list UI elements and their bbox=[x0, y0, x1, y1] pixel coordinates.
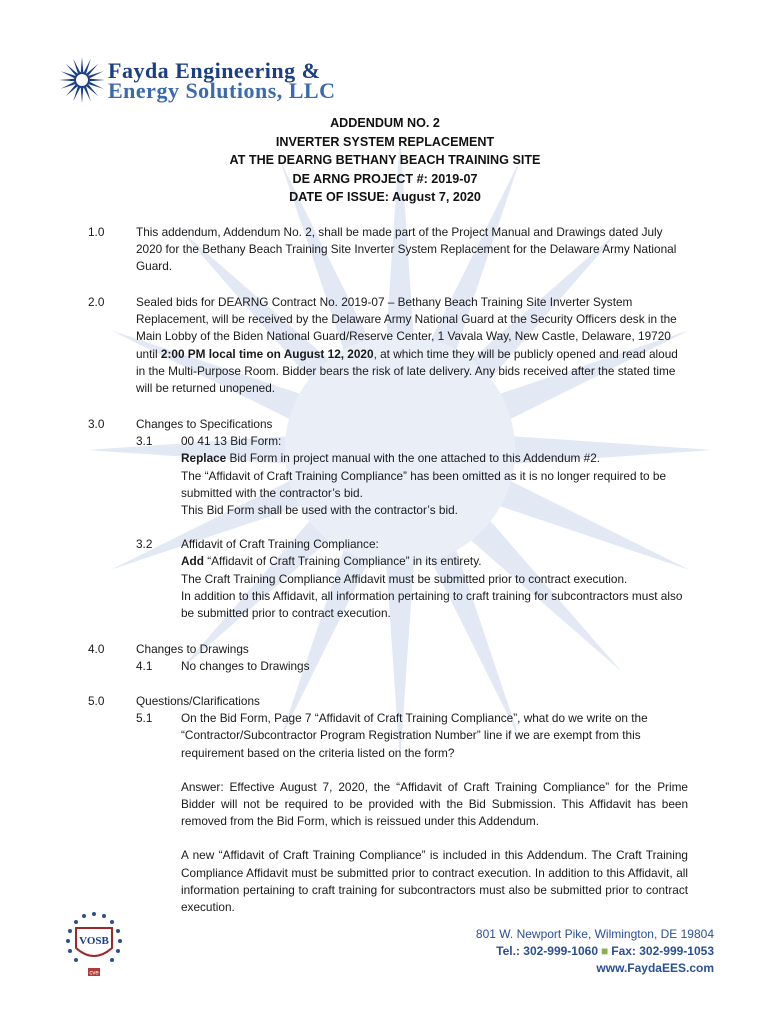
title-project-name: INVERTER SYSTEM REPLACEMENT bbox=[275, 134, 495, 149]
footer-contact bbox=[476, 926, 714, 977]
cve-label: cve bbox=[89, 970, 99, 977]
bid-text-b: , at which time they will be publicly opened and read aloud in the Multi-Purpose Room. Bidder bears the risk of late delivery. Any bids received after the stated time will be returned unopened. bbox=[136, 346, 678, 396]
section-2 bbox=[88, 294, 688, 397]
subsection-text: The Craft Training Compliance Affidavit must be submitted prior to contract execution. bbox=[181, 571, 628, 586]
action-text: Bid Form in project manual with the one attached to this Addendum #2. bbox=[226, 451, 601, 466]
footer-website[interactable]: www.FaydaEES.com bbox=[596, 961, 714, 975]
question-text: On the Bid Form, Page 7 “Affidavit of Craft Training Compliance”, what do we write on the “Contractor/Subcontractor Program Registration Number” line if we are exempt from this requirement based on the criteria listed on the form? bbox=[181, 711, 648, 760]
section-heading: Changes to Drawings bbox=[136, 642, 249, 656]
vosb-label: VOSB bbox=[79, 935, 109, 947]
separator-bullet-icon: ■ bbox=[601, 944, 609, 958]
note-text: A new “Affidavit of Craft Training Compliance” is included in this Addendum. The Craft Training Compliance Affidavit must be submitted prior to contract execution. In addition to this Affidavit, all information pertaining to craft training for subcontractors must also be submitted prior to contract execution. bbox=[181, 848, 688, 915]
section-text bbox=[136, 294, 688, 397]
section-number: 3.0 bbox=[88, 417, 105, 431]
subsection-number: 3.2 bbox=[136, 537, 153, 552]
action-word: Add bbox=[181, 554, 204, 569]
title-site: AT THE DEARNG BETHANY BEACH TRAINING SITE bbox=[229, 153, 541, 167]
subsection-text: The “Affidavit of Craft Training Compliance” has been omitted as it is no longer required to be submitted with the contractor’s bid. bbox=[181, 468, 667, 500]
section-number: 2.0 bbox=[88, 295, 105, 309]
answer-text: Answer: Effective August 7, 2020, the “Affidavit of Craft Training Compliance” for the Prime Bidder will not be required to be provided with the Bid Submission. This Affidavit has been removed from the Bid Form, which is reissued under this Addendum. bbox=[181, 779, 688, 829]
subsection-heading: Affidavit of Craft Training Compliance: bbox=[181, 537, 379, 552]
section-number: 4.0 bbox=[88, 642, 105, 656]
subsection-5-1 bbox=[136, 710, 688, 916]
action-word: Replace bbox=[181, 451, 227, 466]
subsection-text: This Bid Form shall be used with the contractor’s bid. bbox=[181, 503, 458, 518]
title-issue-date: DATE OF ISSUE: August 7, 2020 bbox=[289, 190, 481, 204]
subsection-text: In addition to this Affidavit, all information pertaining to craft training for subcontractors must also be submitted prior to contract execution. bbox=[181, 588, 683, 621]
subsection-number: 4.1 bbox=[136, 659, 153, 674]
vosb-seal-icon bbox=[58, 906, 130, 986]
subsection-number: 3.1 bbox=[136, 434, 153, 449]
bid-deadline: 2:00 PM local time on August 12, 2020 bbox=[160, 346, 374, 361]
subsection-4-1 bbox=[136, 658, 688, 675]
subsection-text: No changes to Drawings bbox=[181, 659, 310, 674]
section-4 bbox=[88, 641, 688, 675]
company-name-line2: Energy Solutions, LLC bbox=[108, 78, 336, 103]
subsection-3-2 bbox=[136, 536, 688, 622]
footer-address: 801 W. Newport Pike, Wilmington, DE 19804 bbox=[475, 927, 714, 941]
footer-fax: Fax: 302-999-1053 bbox=[611, 944, 714, 958]
section-3 bbox=[88, 416, 688, 622]
subsection-number: 5.1 bbox=[136, 711, 153, 726]
footer-tel: Tel.: 302-999-1060 bbox=[496, 944, 598, 958]
section-heading: Changes to Specifications bbox=[136, 417, 273, 431]
action-text: “Affidavit of Craft Training Compliance” in its entirety. bbox=[203, 554, 482, 569]
section-number: 1.0 bbox=[88, 225, 105, 239]
title-addendum: ADDENDUM NO. 2 bbox=[330, 116, 440, 130]
section-1 bbox=[88, 224, 688, 276]
section-heading: Questions/Clarifications bbox=[136, 694, 260, 708]
sun-logo-icon bbox=[58, 56, 106, 104]
subsection-heading: 00 41 13 Bid Form: bbox=[181, 434, 282, 449]
company-logo bbox=[58, 56, 378, 106]
section-text: This addendum, Addendum No. 2, shall be made part of the Project Manual and Drawings dated July 2020 for the Bethany Beach Training Site Inverter System Replacement for the Delaware Army National Guard. bbox=[136, 225, 677, 274]
bid-text-a: Sealed bids for DEARNG Contract No. 2019-07 – Bethany Beach Training Site Inverter System Replacement, will be received by the Delaware Army National Guard at the Security Officers desk in the Main Lobby of the Biden National Guard/Reserve Center, 1 Vavala Way, New Castle, Delaware, 19720 until bbox=[136, 295, 677, 361]
title-project-number: DE ARNG PROJECT #: 2019-07 bbox=[292, 171, 478, 186]
subsection-3-1 bbox=[136, 433, 688, 519]
section-5 bbox=[88, 693, 688, 916]
document-title bbox=[0, 114, 770, 207]
section-number: 5.0 bbox=[88, 694, 105, 708]
company-name-line1: Fayda Engineering & bbox=[108, 58, 321, 83]
